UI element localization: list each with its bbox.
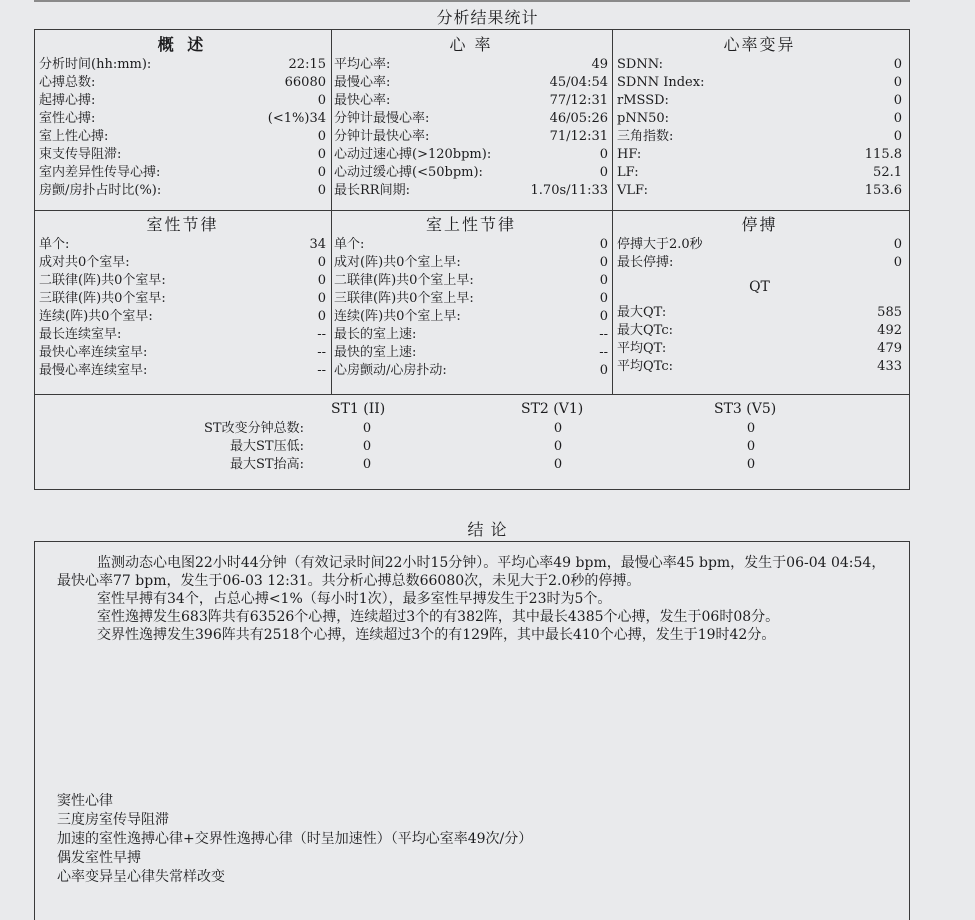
diagnosis-list <box>57 792 532 887</box>
conclusion-paragraph: 交界性逸搏发生396阵共有2518个心搏，连续超过3个的有129阵，其中最长410个心搏，发生于19时42分。 <box>97 627 776 643</box>
stat-value: 71/12:31 <box>549 129 608 144</box>
stat-label: 最快心率连续室早: <box>39 345 148 360</box>
stat-row <box>334 326 608 344</box>
stat-row <box>334 74 608 92</box>
stat-value: 0 <box>599 273 608 288</box>
supraventricular-section <box>334 214 608 380</box>
pause-section <box>617 214 902 376</box>
stat-row <box>334 236 608 254</box>
stat-value: 0 <box>893 237 902 252</box>
stat-value: -- <box>599 345 608 360</box>
stat-value: 0 <box>317 255 326 270</box>
stat-row <box>617 304 902 322</box>
stat-value: 66080 <box>284 75 326 90</box>
stat-row <box>334 110 608 128</box>
stat-value: -- <box>317 345 326 360</box>
stat-row <box>617 92 902 110</box>
overview-heading: 概 述 <box>157 35 208 54</box>
stat-row <box>39 362 326 380</box>
st-value: 0 <box>362 421 372 436</box>
stat-row <box>334 308 608 326</box>
stat-value: 0 <box>599 237 608 252</box>
stat-row <box>617 322 902 340</box>
stat-row <box>39 56 326 74</box>
stat-label: 最长停搏: <box>617 255 674 270</box>
stat-row <box>39 272 326 290</box>
stat-label: 分析时间(hh:mm): <box>39 57 152 72</box>
conclusion-heading: 结 论 <box>467 520 508 539</box>
stat-value: -- <box>317 327 326 342</box>
ventricular-heading: 室性节律 <box>146 215 219 234</box>
stat-label: 室性心搏: <box>39 111 96 126</box>
st-value: 0 <box>553 421 563 436</box>
stat-label: 停搏大于2.0秒 <box>617 237 703 252</box>
stat-label: 分钟计最快心率: <box>334 129 430 144</box>
st-value: 0 <box>362 439 372 454</box>
stat-row <box>617 74 902 92</box>
stat-value: 0 <box>317 129 326 144</box>
stat-value: 0 <box>599 363 608 378</box>
stat-label: 二联律(阵)共0个室上早: <box>334 273 474 288</box>
stat-row <box>617 236 902 254</box>
stat-label: SDNN: <box>617 57 663 72</box>
conclusion-paragraph: 监测动态心电图22小时44分钟（有效记录时间22小时15分钟）。平均心率49 bpm，最慢心率45 bpm，发生于06-04 04:54，最快心率77 bpm，发生于06-03 12:31。共分析心搏总数66080次，未见大于2.0秒的停搏。 <box>57 555 886 589</box>
st-lead-3: ST3 (V5) <box>714 401 777 417</box>
stat-row <box>334 362 608 380</box>
divider <box>34 210 910 211</box>
hrv-section <box>617 34 902 200</box>
stat-value: 52.1 <box>873 165 902 180</box>
stat-row <box>334 146 608 164</box>
stat-label: 起搏心搏: <box>39 93 96 108</box>
stat-label: 分钟计最慢心率: <box>334 111 430 126</box>
stat-label: 三角指数: <box>617 129 674 144</box>
stat-value: 0 <box>317 291 326 306</box>
stat-value: 0 <box>599 165 608 180</box>
stat-value: 0 <box>317 309 326 324</box>
stat-value: 115.8 <box>864 147 902 162</box>
stat-label: 心动过缓心搏(<50bpm): <box>334 165 483 180</box>
diagnosis-item: 窦性心律 <box>57 793 113 809</box>
stat-label: 最慢心率连续室早: <box>39 363 148 378</box>
stat-value: 492 <box>877 323 902 338</box>
st-value: 0 <box>553 439 563 454</box>
st-section <box>34 398 910 488</box>
stat-value: 479 <box>877 341 902 356</box>
stat-value: 0 <box>599 291 608 306</box>
overview-rows <box>39 56 326 200</box>
stat-value: 0 <box>599 147 608 162</box>
stat-label: 最长连续室早: <box>39 327 122 342</box>
stat-value: 77/12:31 <box>549 93 608 108</box>
stat-row <box>617 56 902 74</box>
overview-section <box>39 34 326 200</box>
supraventricular-heading: 室上性节律 <box>425 215 516 234</box>
st-lead-1: ST1 (II) <box>331 401 386 417</box>
stat-label: 三联律(阵)共0个室上早: <box>334 291 474 306</box>
top-border <box>34 0 910 2</box>
qt-heading: QT <box>749 279 770 295</box>
st-row-label: 最大ST抬高: <box>230 457 304 472</box>
conclusion-text <box>57 554 889 644</box>
stat-label: 心动过速心搏(>120bpm): <box>334 147 492 162</box>
diagnosis-item: 偶发室性早搏 <box>57 850 141 866</box>
stat-label: 室上性心搏: <box>39 129 109 144</box>
stat-row <box>39 146 326 164</box>
divider <box>612 29 613 395</box>
divider <box>34 394 910 395</box>
stat-value: 0 <box>317 183 326 198</box>
st-value: 0 <box>746 421 756 436</box>
stat-label: 连续(阵)共0个室上早: <box>334 309 461 324</box>
stat-value: (<1%)34 <box>267 111 326 126</box>
stat-value: 0 <box>893 129 902 144</box>
stat-label: 二联律(阵)共0个室早: <box>39 273 166 288</box>
stat-row <box>617 164 902 182</box>
stat-value: -- <box>317 363 326 378</box>
stat-label: 最快的室上速: <box>334 345 417 360</box>
stat-label: 房颤/房扑占时比(%): <box>39 183 162 198</box>
stat-row <box>617 358 902 376</box>
stat-label: pNN50: <box>617 111 669 126</box>
stat-row <box>39 182 326 200</box>
st-lead-2: ST2 (V1) <box>521 401 584 417</box>
stat-value: 0 <box>893 93 902 108</box>
stats-title: 分析结果统计 <box>436 8 539 27</box>
diagnosis-item: 心率变异呈心律失常样改变 <box>57 869 225 885</box>
stat-value: -- <box>599 327 608 342</box>
stat-value: 0 <box>599 309 608 324</box>
divider <box>331 29 332 395</box>
stat-value: 0 <box>317 273 326 288</box>
stat-row <box>617 254 902 272</box>
stat-label: 最慢心率: <box>334 75 391 90</box>
conclusion-paragraph: 室性早搏有34个，占总心搏<1%（每小时1次），最多室性早搏发生于23时为5个。 <box>97 591 612 607</box>
pause-heading: 停搏 <box>741 215 778 234</box>
stat-value: 0 <box>599 255 608 270</box>
stat-row <box>39 254 326 272</box>
stat-row <box>617 128 902 146</box>
heart-rate-heading: 心 率 <box>449 35 493 54</box>
stat-label: 平均QT: <box>617 341 667 356</box>
stat-row <box>334 182 608 200</box>
ventricular-rows <box>39 236 326 380</box>
stat-row <box>39 74 326 92</box>
heart-rate-section <box>334 34 608 200</box>
stat-value: 1.70s/11:33 <box>530 183 608 198</box>
stat-label: 平均心率: <box>334 57 391 72</box>
stat-label: 最大QT: <box>617 305 667 320</box>
stat-row <box>334 290 608 308</box>
stat-value: 0 <box>893 111 902 126</box>
conclusion-paragraph: 室性逸搏发生683阵共有63526个心搏，连续超过3个的有382阵，其中最长4385个心搏，发生于06时08分。 <box>97 609 780 625</box>
stat-value: 46/05:26 <box>549 111 608 126</box>
stat-value: 0 <box>317 165 326 180</box>
stat-label: 最大QTc: <box>617 323 673 338</box>
st-value: 0 <box>362 457 372 472</box>
stat-value: 22:15 <box>288 57 326 72</box>
stat-label: HF: <box>617 147 642 162</box>
stat-row <box>617 110 902 128</box>
supraventricular-rows <box>334 236 608 380</box>
hrv-heading: 心率变异 <box>723 35 796 54</box>
stat-row <box>334 56 608 74</box>
qt-rows <box>617 304 902 376</box>
heart-rate-rows <box>334 56 608 200</box>
stat-label: 心搏总数: <box>39 75 96 90</box>
stat-row <box>334 164 608 182</box>
diagnosis-item: 三度房室传导阻滞 <box>57 812 169 828</box>
stat-row <box>39 326 326 344</box>
stat-label: SDNN Index: <box>617 75 705 90</box>
stat-label: 单个: <box>334 237 365 252</box>
stat-row <box>334 128 608 146</box>
stat-label: 束支传导阻滞: <box>39 147 122 162</box>
st-value: 0 <box>746 439 756 454</box>
stat-row <box>617 182 902 200</box>
stat-row <box>39 110 326 128</box>
st-row-label: 最大ST压低: <box>230 439 304 454</box>
stat-label: 连续(阵)共0个室早: <box>39 309 153 324</box>
st-value: 0 <box>553 457 563 472</box>
stat-label: VLF: <box>617 183 648 198</box>
st-value: 0 <box>746 457 756 472</box>
stat-label: 单个: <box>39 237 70 252</box>
stat-row <box>334 254 608 272</box>
stat-row <box>39 92 326 110</box>
stat-label: 最快心率: <box>334 93 391 108</box>
stat-label: 最长的室上速: <box>334 327 417 342</box>
stat-row <box>617 146 902 164</box>
stat-row <box>39 164 326 182</box>
stat-label: 平均QTc: <box>617 359 673 374</box>
stat-label: 三联律(阵)共0个室早: <box>39 291 166 306</box>
ventricular-section <box>39 214 326 380</box>
stat-value: 0 <box>893 75 902 90</box>
stat-value: 0 <box>317 147 326 162</box>
hrv-rows <box>617 56 902 200</box>
stat-label: LF: <box>617 165 639 180</box>
st-row-label: ST改变分钟总数: <box>204 421 304 436</box>
stat-row <box>334 272 608 290</box>
stat-row <box>39 236 326 254</box>
pause-rows <box>617 236 902 272</box>
stat-row <box>334 92 608 110</box>
stat-value: 433 <box>877 359 902 374</box>
stat-label: 最长RR间期: <box>334 183 410 198</box>
stat-label: 室内差异性传导心搏: <box>39 165 161 180</box>
stat-value: 49 <box>591 57 608 72</box>
stat-row <box>334 344 608 362</box>
stat-row <box>39 344 326 362</box>
stat-value: 45/04:54 <box>549 75 608 90</box>
stat-value: 0 <box>893 57 902 72</box>
stat-label: 成对共0个室早: <box>39 255 130 270</box>
stat-value: 0 <box>317 93 326 108</box>
stat-value: 34 <box>309 237 326 252</box>
stat-value: 0 <box>893 255 902 270</box>
stat-label: 心房颤动/心房扑动: <box>334 363 447 378</box>
stat-row <box>617 340 902 358</box>
diagnosis-item: 加速的室性逸搏心律+交界性逸搏心律（时呈加速性）（平均心室率49次/分） <box>57 831 533 847</box>
stat-value: 153.6 <box>864 183 902 198</box>
stat-row <box>39 308 326 326</box>
stat-label: rMSSD: <box>617 93 669 108</box>
stat-value: 585 <box>877 305 902 320</box>
stat-row <box>39 128 326 146</box>
stat-label: 成对(阵)共0个室上早: <box>334 255 461 270</box>
stat-row <box>39 290 326 308</box>
